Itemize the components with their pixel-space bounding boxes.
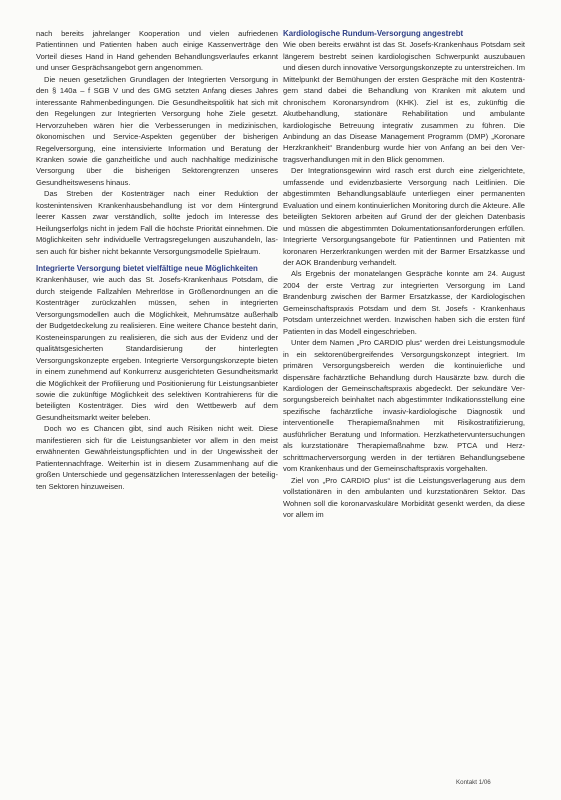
paragraph: Das Streben der Kostenträger nach einer Reduktion der kostenintensiven Krankenhausbehandlung ist vor dem Hintergrund leerer Kassen zwar verständlich, sollte jedoch im Interesse des Heilungserfolgs nicht in jedem Fall die höchste Priorität einnehmen. Die Möglichkeiten sehr individuelle Vertragsregelungen auszuhandeln, lassen auch für bisher nicht bekannte Versorgungsmodelle Spielraum. <box>36 189 278 256</box>
section-heading: Integrierte Versorgung bietet vielfältige neue Möglichkeiten <box>36 264 258 274</box>
paragraph: Unter dem Namen „Pro CARDIO plus“ werden drei Leistungsmodule in ein sektorenübergreifendes Versorgungskonzept integriert. Im primären Versorgungsbereich werden die kontinuierliche und dispensäre fachärztliche Behandlung durch Hausärzte bzw. durch die Kardiologen der Gemeinschaftspraxis abgedeckt. Der sekundäre Versorgungsbereich beinhaltet nach abgestimmter Indikationsstellung eine spezifische fachärztliche invasiv-kardiologische Diagnostik und interventionelle Therapiemaßnahmen mit Risikostratifizierung, ausführlicher Beratung und Information. Herzkathetervuntersuchungen als kurzstationäre Therapiemaßnahme bzw. PTCA und Herzschrittmacherversorgung werden in der tertiären Behandlungsebene vom Krankenhaus und der Gemeinschaftspraxis vorgehalten. <box>283 338 525 474</box>
right-column <box>283 28 525 520</box>
left-column <box>36 28 278 492</box>
paragraph: Der Integrationsgewinn wird rasch erst durch eine zielgerichtete, umfassende und evidenzbasierte Versorgung nach Leitlinien. Die abgestimmten Behandlungsabläufe unterliegen einer permanenten Evaluation und einem kontinuierlichen Monitoring durch die Akteure. Alle beteiligten Sektoren arbeiten auf Grund der der gleichen Datenbasis und müssen die abgestimmten Dokumentationsanforderungen erfüllen. Integrierte Versorgungsangebote für Patientinnen und Patienten mit koronaren Herzerkrankungen werden mit der Barmer Ersatzkasse und der AOK Brandenburg verhandelt. <box>283 166 525 268</box>
paragraph: Die neuen gesetzlichen Grundlagen der Integrierten Versorgung in den § 140a – f SGB V und des GMG setzten Anfang dieses Jahres interessante Rahmenbedingungen. Die Gesundheitspolitik hat sich mit den Regelungen zur Integrierten Versorgung hohe Ziele gesetzt. Hervorzuheben wären hier die Verbesserungen in medizinischen, ökonomischen und Service-Aspekten gegenüber der bisherigen Regelversorgung, eine intensivierte Information und Beratung der Kranken sowie die ganzheitliche und auch nachhaltige medizinische Versorgung über die bisherigen Sektorengrenzen unseres Gesundheitswesens hinaus. <box>36 74 278 187</box>
paragraph: Als Ergebnis der monatelangen Gespräche konnte am 24. August 2004 der erste Vertrag zur integrierten Versorgung im Land Brandenburg zwischen der Barmer Ersatzkasse, der Kardiologischen Gemeinschaftspraxis Potsdam und dem St. Josefs - Krankenhaus Potsdam unterzeichnet werden. Inzwischen haben sich die ersten fünf Patienten in das Modell eingeschrieben. <box>283 269 525 336</box>
section-heading: Kardiologische Rundum-Versorgung angestrebt <box>283 29 464 38</box>
paragraph: Ziel von „Pro CARDIO plus“ ist die Leistungsverlagerung aus dem vollstationären in den ambulanten und kurzstationären Sektor. Das Wohnen soll die koronarvaskuläre Morbidität gesenkt werden, da diese vor allem im <box>283 475 525 519</box>
paragraph: Doch wo es Chancen gibt, sind auch Risiken nicht weit. Diese manifestieren sich für die Leistungsanbieter vor allem in den meist erwähnenten Gewährleistungspflichten und in der Ungewissheit der Patientennachfrage. Weiterhin ist in diesem Zusammenhang auf die großen Unterschiede und gegensätzlichen Interessenlagen der beteiligten Sektoren hinzuweisen. <box>36 424 278 491</box>
page-footer: Kontakt 1/06 <box>456 779 491 786</box>
paragraph: Wie oben bereits erwähnt ist das St. Josefs-Krankenhaus Potsdam seit längerem bestrebt seinen kardiologischen Schwerpunkt auszubauen und diesen durch innovative Versorgungskonzepte zu unterstreichen. Im Mittelpunkt der Bemühungen der ersten Gespräche mit den Kostenträgern stand dabei die Behandlung von Kranken mit akutem und chronischem Koronarsyndrom (KHK). Ziel ist es, zukünftig die Akutbehandlung, stationäre Rehabilitation und ambulante kardiologische Betreuung integrativ zusammen zu führen. Die Anbindung an das Disease Management Programm (DMP) „Koronare Herzkrankheit“ Brandenburg wurde hier von Anfang an bei den Vertragsverhandlungen mit in den Blick genommen. <box>283 40 525 164</box>
paragraph: nach bereits jahrelanger Kooperation und vielen aufriedenen Patientinnen und Patienten haben auch einige Kassenverträge den Vorteil dieses Hand in Hand gehenden Behandlungsverlaufes erkannt und unser Gesprächsangebot gern angenommen. <box>36 29 278 73</box>
paragraph: Krankenhäuser, wie auch das St. Josefs-Krankenhaus Potsdam, die durch steigende Fallzahlen Mehrerlöse in Größenordnungen an die Kostenträger zurückzahlen müssen, sehen in integrierten Versorgungsmodellen auch die Möglichkeit, Mehrumsätze außerhalb der Budgetdeckelung zu realisieren. Eine weitere Chance besteht darin, Kosteneinsparungen zu realisieren, die sich aus der Evidenz und der qualitätsgesicherten Standardisierung der hinterlegten Versorgungskonzepte ergeben. Integrierte Versorgungskonzepte bieten in einem zunehmend auf Konkurrenz ausgerichteten Gesundheitsmarkt die Möglichkeit der Profilierung und Positionierung für Leistungsanbieter sowie die zukünftige Möglichkeit des selektiven Kontrahierens für die beteiligten Kostenträger. Dies wird den Wettbewerb auf dem Gesundheitsmarkt weiter beleben. <box>36 275 278 422</box>
